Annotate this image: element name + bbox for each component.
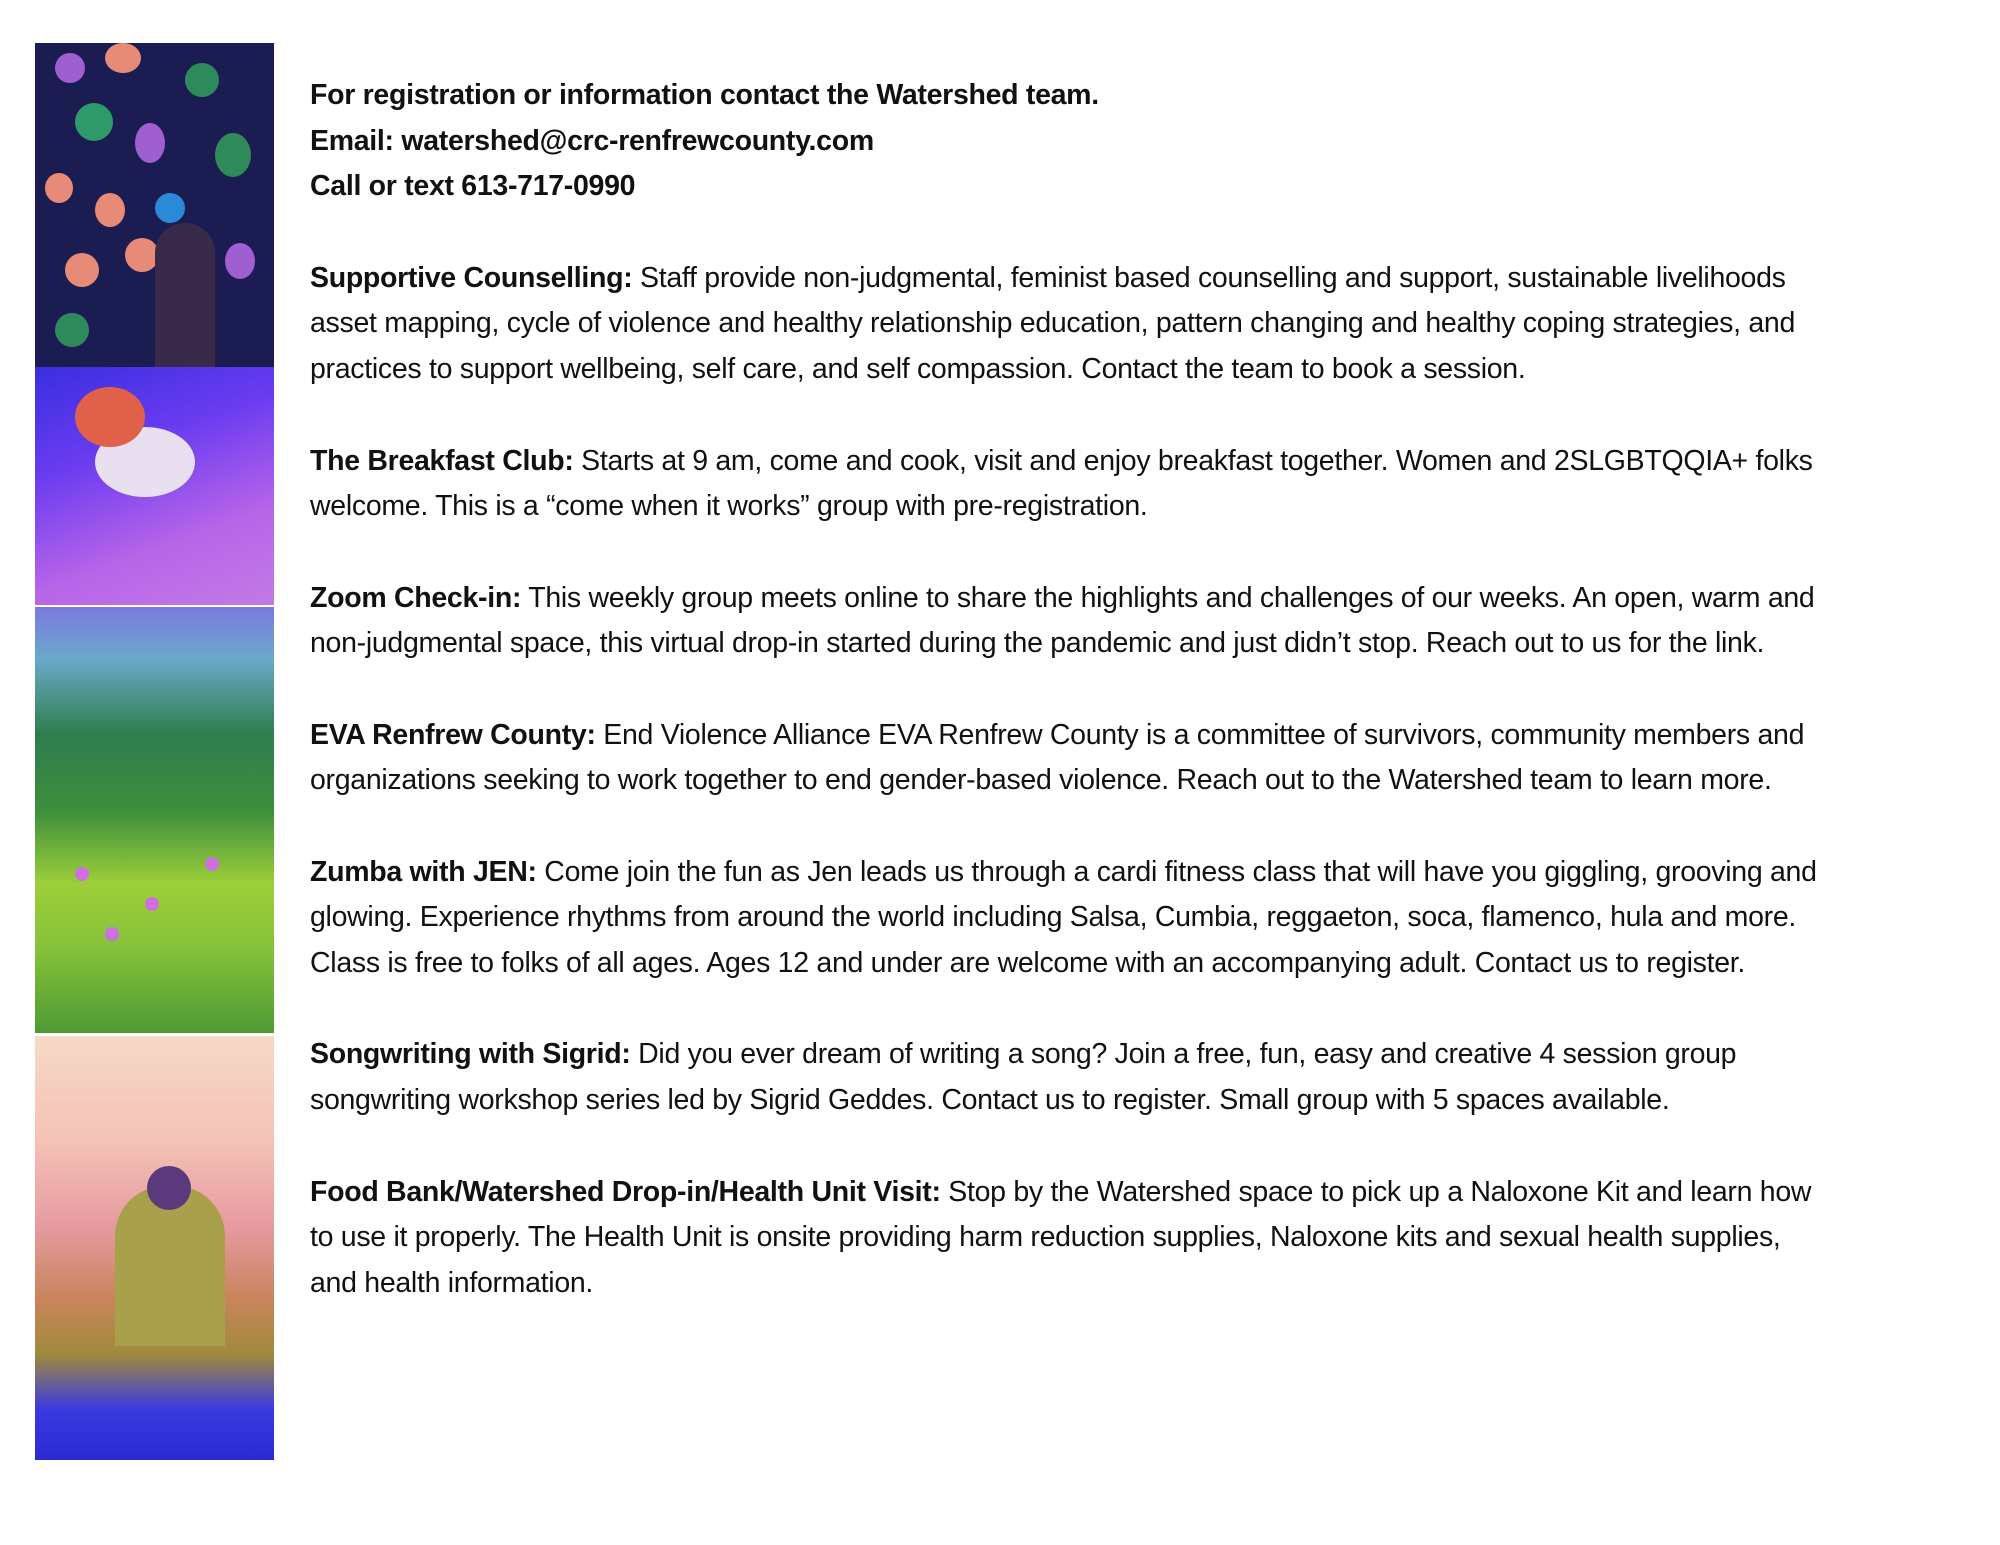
program-title: EVA Renfrew County: bbox=[310, 718, 596, 751]
program-section bbox=[310, 1170, 1817, 1307]
program-description: asset mapping, cycle of violence and healthy relationship education, pattern changing and healthy coping strategies, and bbox=[310, 307, 1796, 340]
program-description: Stop by the Watershed space to pick up a Naloxone Kit and learn how bbox=[940, 1175, 1812, 1208]
program-description: non-judgmental space, this virtual drop-in started during the pandemic and just didn’t stop. Reach out to us for the link. bbox=[310, 627, 1765, 660]
program-description: organizations seeking to work together to end gender-based violence. Reach out to the Watershed team to learn more. bbox=[310, 764, 1772, 797]
program-line bbox=[310, 713, 1817, 759]
program-line bbox=[310, 1078, 1817, 1124]
program-title: Zoom Check-in: bbox=[310, 581, 522, 614]
program-line bbox=[310, 758, 1817, 804]
program-section bbox=[310, 576, 1817, 667]
contact-block bbox=[310, 73, 1817, 210]
illustration-strip bbox=[35, 43, 274, 1460]
program-title: Food Bank/Watershed Drop-in/Health Unit Visit: bbox=[310, 1175, 941, 1208]
flyer-text bbox=[310, 73, 1817, 1352]
program-description: Starts at 9 am, come and cook, visit and enjoy breakfast together. Women and 2SLGBTQQIA+ folks bbox=[573, 444, 1813, 477]
program-description: Staff provide non-judgmental, feminist based counselling and support, sustainable livelihoods bbox=[632, 261, 1786, 294]
program-line bbox=[310, 1032, 1817, 1078]
program-line bbox=[310, 347, 1817, 393]
illustration-jellyfish bbox=[35, 43, 274, 367]
contact-phone: Call or text 613-717-0990 bbox=[310, 170, 636, 203]
program-line bbox=[310, 895, 1817, 941]
illustration-cat bbox=[35, 367, 274, 605]
program-line bbox=[310, 1215, 1817, 1261]
illustration-meadow bbox=[35, 607, 274, 1033]
program-line bbox=[310, 621, 1817, 667]
program-line bbox=[310, 850, 1817, 896]
program-line bbox=[310, 576, 1817, 622]
program-description: End Violence Alliance EVA Renfrew County is a committee of survivors, community members and bbox=[595, 718, 1805, 751]
program-line bbox=[310, 941, 1817, 987]
program-section bbox=[310, 439, 1817, 530]
program-description: practices to support wellbeing, self care, and self compassion. Contact the team to book a session. bbox=[310, 353, 1526, 386]
program-description: Did you ever dream of writing a song? Join a free, fun, easy and creative 4 session group bbox=[630, 1038, 1737, 1071]
program-title: Supportive Counselling: bbox=[310, 261, 633, 294]
program-description: Class is free to folks of all ages. Ages 12 and under are welcome with an accompanying adult. Contact us to register. bbox=[310, 947, 1746, 980]
program-line bbox=[310, 1170, 1817, 1216]
program-description: to use it properly. The Health Unit is onsite providing harm reduction supplies, Naloxone kits and sexual health supplies, bbox=[310, 1221, 1781, 1254]
contact-heading: For registration or information contact the Watershed team. bbox=[310, 79, 1099, 111]
illustration-sunset bbox=[35, 1036, 274, 1460]
program-section bbox=[310, 1032, 1817, 1123]
program-line bbox=[310, 256, 1817, 302]
program-description: glowing. Experience rhythms from around the world including Salsa, Cumbia, reggaeton, soca, flamenco, hula and more. bbox=[310, 901, 1797, 934]
program-section bbox=[310, 256, 1817, 393]
program-description: welcome. This is a “come when it works” group with pre-registration. bbox=[310, 490, 1148, 523]
program-title: Zumba with JEN: bbox=[310, 855, 537, 888]
program-section bbox=[310, 850, 1817, 987]
program-line bbox=[310, 301, 1817, 347]
program-title: The Breakfast Club: bbox=[310, 444, 574, 477]
program-line bbox=[310, 439, 1817, 485]
program-title: Songwriting with Sigrid: bbox=[310, 1038, 631, 1071]
program-section bbox=[310, 713, 1817, 804]
contact-email: Email: watershed@crc-renfrewcounty.com bbox=[310, 124, 874, 157]
program-description: Come join the fun as Jen leads us through a cardi fitness class that will have you giggling, grooving and bbox=[536, 855, 1817, 888]
program-line bbox=[310, 1261, 1817, 1307]
program-description: and health information. bbox=[310, 1266, 594, 1299]
program-description: This weekly group meets online to share the highlights and challenges of our weeks. An open, warm and bbox=[521, 581, 1815, 614]
program-line bbox=[310, 484, 1817, 530]
program-description: songwriting workshop series led by Sigrid Geddes. Contact us to register. Small group with 5 spaces available. bbox=[310, 1084, 1670, 1117]
